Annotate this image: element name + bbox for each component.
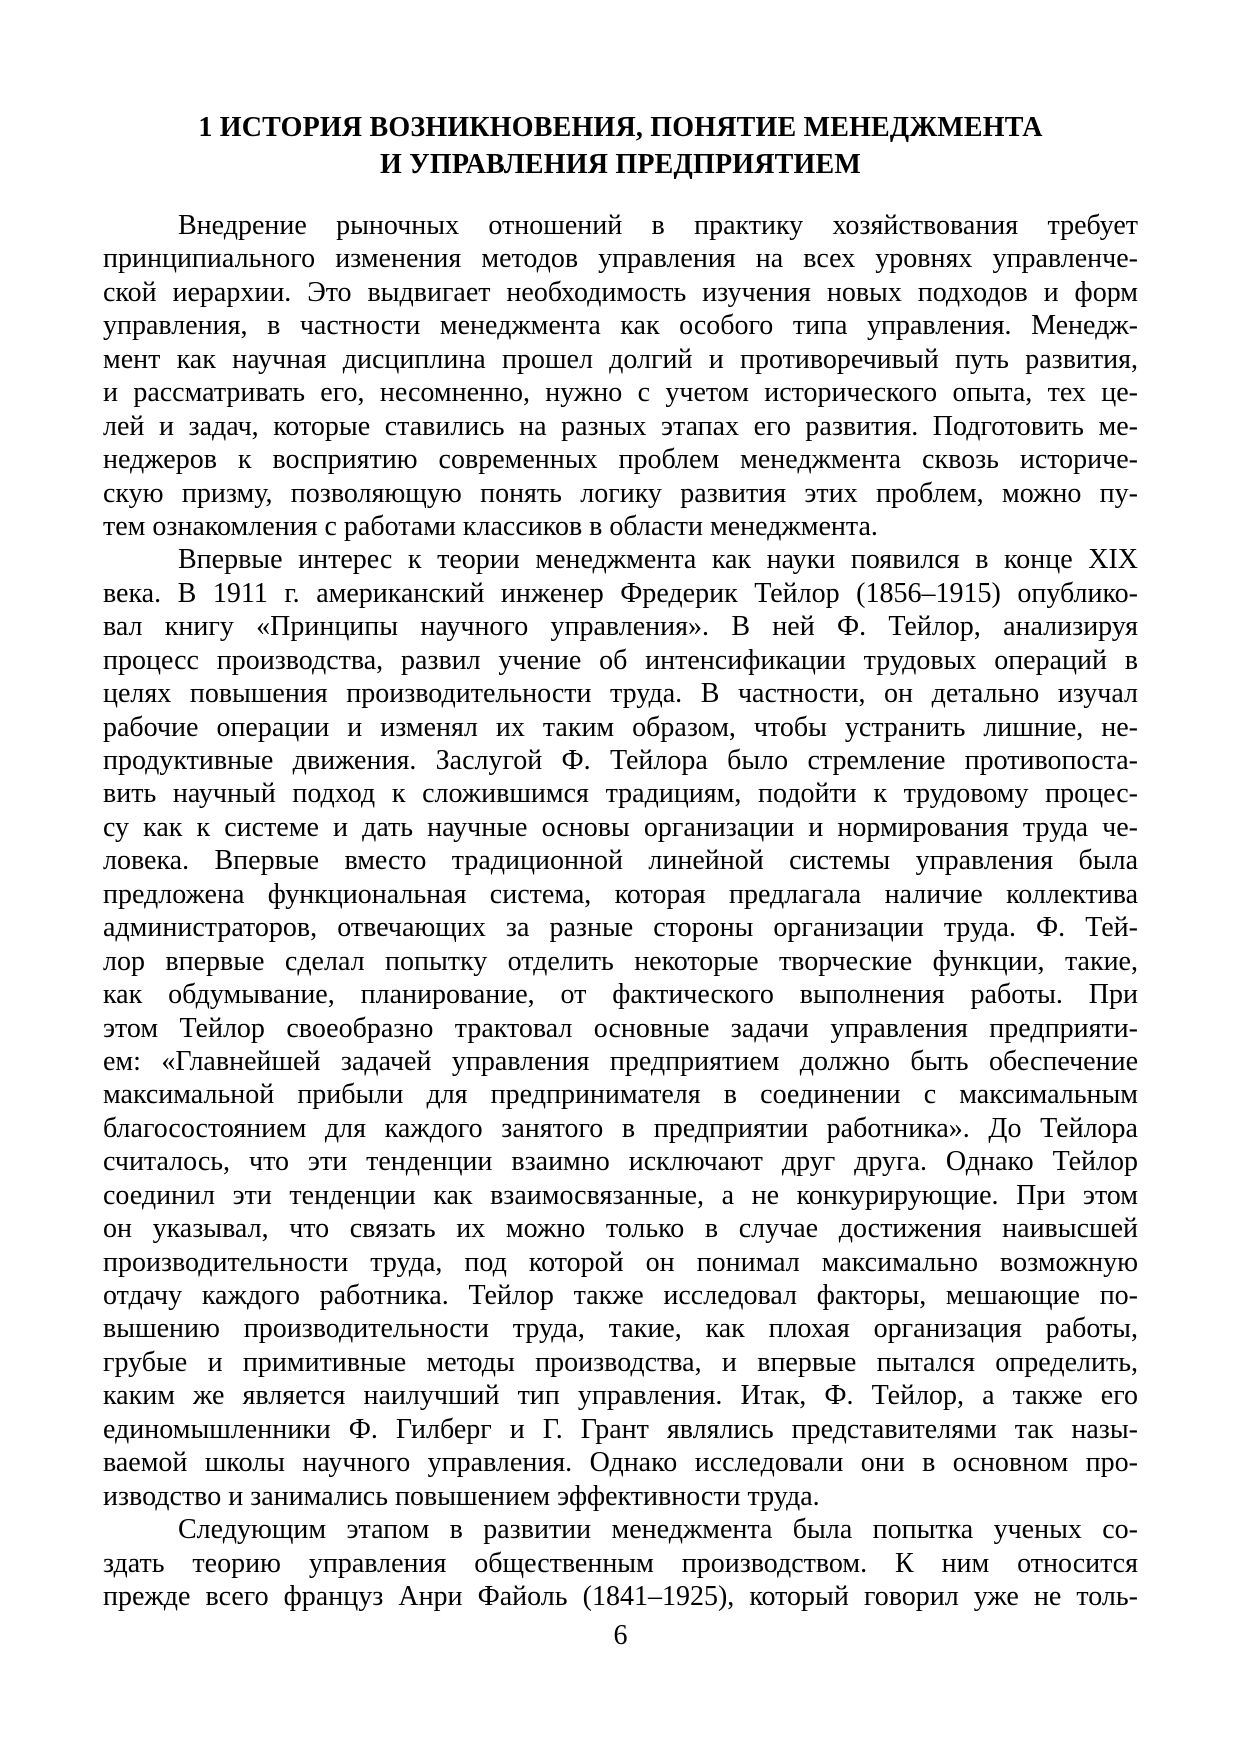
text-line: целях повышения производительности труда. В частности, он детально изучал bbox=[103, 678, 1138, 710]
text-line: производительности труда, под которой он понимал максимально возможную bbox=[103, 1246, 1138, 1278]
text-line: он указывал, что связать их можно только в случае достижения наивысшей bbox=[103, 1213, 1138, 1245]
text-line: благосостоянием для каждого занятого в предприятии работника». До Тейлора bbox=[103, 1112, 1138, 1144]
text-line: рабочие операции и изменял их таким образом, чтобы устранить лишние, не- bbox=[103, 711, 1138, 743]
text-line: соединил эти тенденции как взаимосвязанные, а не конкурирующие. При этом bbox=[103, 1179, 1138, 1211]
text-line: процесс производства, развил учение об интенсификации трудовых операций в bbox=[103, 644, 1138, 676]
paragraph bbox=[103, 543, 1138, 1513]
text-line: тем ознакомления с работами классиков в области менеджмента. bbox=[103, 510, 878, 542]
text-line: ем: «Главнейшей задачей управления предприятием должно быть обеспечение bbox=[103, 1045, 1138, 1077]
text-line: единомышленники Ф. Гилберг и Г. Грант являлись представителями так назы- bbox=[103, 1413, 1138, 1445]
text-line: скую призму, позволяющую понять логику развития этих проблем, можно пу- bbox=[103, 477, 1138, 509]
title-line: И УПРАВЛЕНИЯ ПРЕДПРИЯТИЕМ bbox=[379, 149, 862, 180]
chapter-title bbox=[103, 109, 1138, 183]
text-line: продуктивные движения. Заслугой Ф. Тейлора было стремление противопоста- bbox=[103, 745, 1138, 776]
text-line: этом Тейлор своеобразно трактовал основные задачи управления предприяти- bbox=[103, 1012, 1138, 1044]
text-line: ской иерархии. Это выдвигает необходимость изучения новых подходов и форм bbox=[103, 276, 1138, 308]
text-line: и рассматривать его, несомненно, нужно с учетом исторического опыта, тех це- bbox=[103, 377, 1138, 409]
text-line: Следующим этапом в развитии менеджмента была попытка ученых со- bbox=[178, 1514, 1138, 1546]
page-number: 6 bbox=[613, 1620, 628, 1651]
text-line: мент как научная дисциплина прошел долгий и противоречивый путь развития, bbox=[103, 343, 1138, 375]
text-line: лей и задач, которые ставились на разных этапах его развития. Подготовить ме- bbox=[103, 410, 1138, 442]
text-line: ловека. Впервые вместо традиционной линейной системы управления была bbox=[103, 845, 1138, 877]
text-line: предложена функциональная система, которая предлагала наличие коллектива bbox=[103, 878, 1138, 910]
text-line: считалось, что эти тенденции взаимно исключают друг друга. Однако Тейлор bbox=[103, 1146, 1138, 1178]
text-line: отдачу каждого работника. Тейлор также исследовал факторы, мешающие по- bbox=[103, 1280, 1138, 1311]
text-line: изводство и занимались повышением эффективности труда. bbox=[103, 1480, 820, 1512]
text-line: как обдумывание, планирование, от фактического выполнения работы. При bbox=[103, 979, 1138, 1011]
title-line: 1 ИСТОРИЯ ВОЗНИКНОВЕНИЯ, ПОНЯТИЕ МЕНЕДЖМЕНТА bbox=[198, 112, 1043, 143]
text-line: максимальной прибыли для предпринимателя в соединении с максимальным bbox=[103, 1079, 1138, 1111]
text-line: неджеров к восприятию современных проблем менеджмента сквозь историче- bbox=[103, 444, 1138, 476]
text-line: каким же является наилучший тип управления. Итак, Ф. Тейлор, а также его bbox=[103, 1380, 1138, 1412]
text-line: Впервые интерес к теории менеджмента как науки появился в конце XIX bbox=[178, 544, 1138, 576]
text-line: вал книгу «Принципы научного управления». В ней Ф. Тейлор, анализируя bbox=[103, 611, 1138, 643]
page-content bbox=[103, 109, 1138, 1613]
text-line: ваемой школы научного управления. Однако исследовали они в основном про- bbox=[103, 1447, 1138, 1479]
text-line: принципиального изменения методов управления на всех уровнях управленче- bbox=[103, 243, 1138, 275]
paragraph bbox=[103, 1513, 1138, 1613]
text-line: здать теорию управления общественным производством. К ним относится bbox=[103, 1547, 1138, 1579]
text-line: вышению производительности труда, такие, как плохая организация работы, bbox=[103, 1313, 1138, 1345]
text-line: су как к системе и дать научные основы организации и нормирования труда че- bbox=[103, 811, 1138, 843]
text-line: управления, в частности менеджмента как особого типа управления. Менедж- bbox=[103, 310, 1138, 342]
body-text bbox=[103, 209, 1138, 1613]
text-line: Внедрение рыночных отношений в практику хозяйствования требует bbox=[178, 210, 1138, 241]
paragraph bbox=[103, 209, 1138, 543]
text-line: прежде всего француз Анри Файоль (1841–1925), который говорил уже не толь- bbox=[103, 1580, 1138, 1612]
text-line: лор впервые сделал попытку отделить некоторые творческие функции, такие, bbox=[103, 945, 1138, 977]
text-line: века. В 1911 г. американский инженер Фредерик Тейлор (1856–1915) опублико- bbox=[103, 577, 1138, 609]
text-line: администраторов, отвечающих за разные стороны организации труда. Ф. Тей- bbox=[103, 912, 1138, 944]
text-line: вить научный подход к сложившимся традициям, подойти к трудовому процес- bbox=[103, 778, 1138, 810]
text-line: грубые и примитивные методы производства, и впервые пытался определить, bbox=[103, 1346, 1138, 1378]
